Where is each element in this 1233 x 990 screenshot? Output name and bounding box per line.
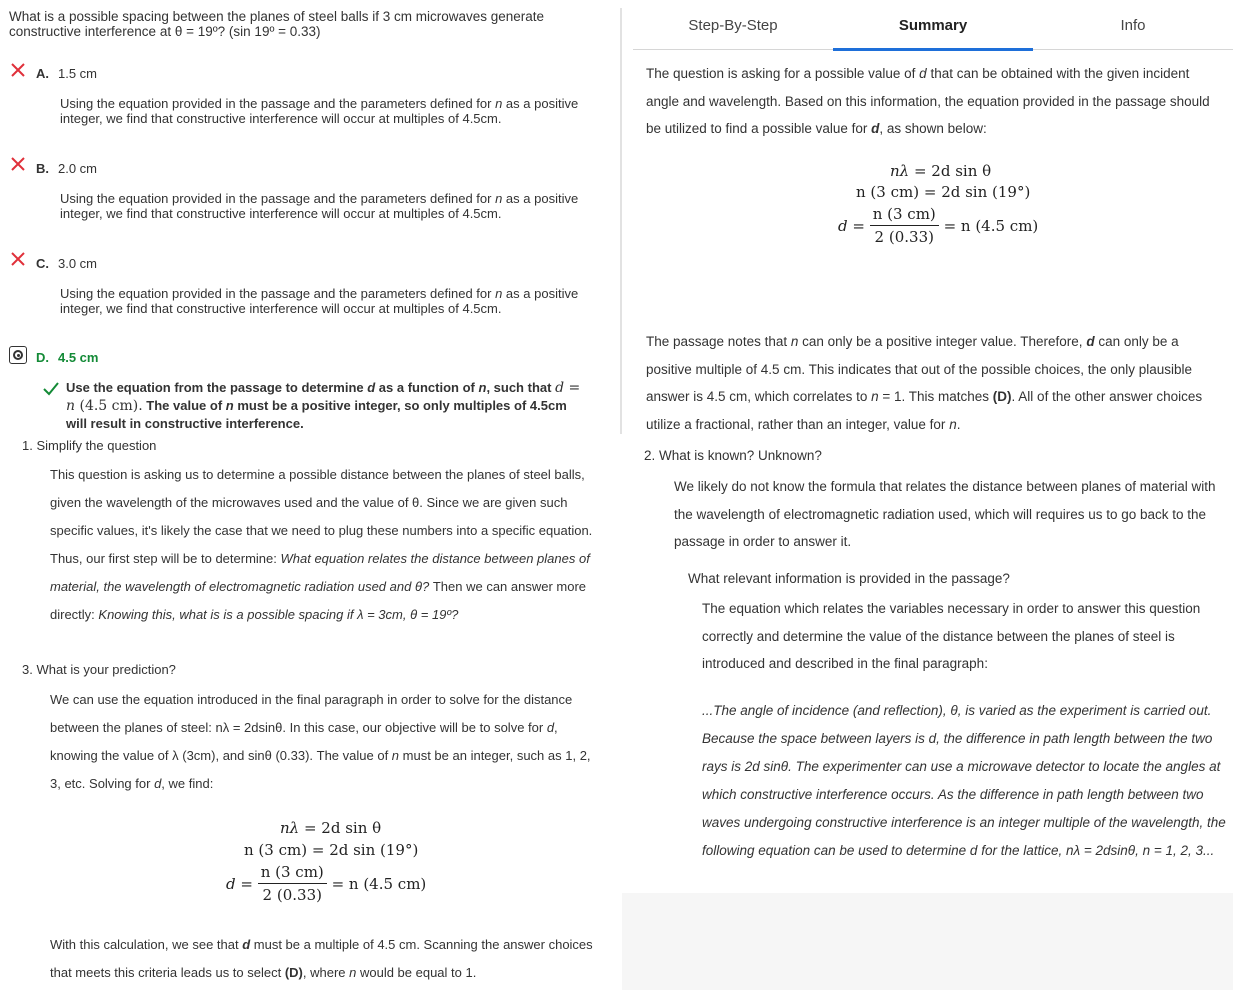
- choice-a-letter: A.: [36, 66, 49, 81]
- step3-heading: 3. What is your prediction?: [22, 662, 176, 677]
- choice-b-letter: B.: [36, 161, 49, 176]
- choice-c-explanation: Using the equation provided in the passage and the parameters defined for n as a positive integer, we find that constructive interference will occur at multiples of 4.5cm.: [60, 286, 579, 316]
- question-panel: What is a possible spacing between the planes of steel balls if 3 cm microwaves generate constructive interference at θ = 19º? (sin 19º = 0.33) A. 1.5 cm Using the equation provided in the passage and the parameters defined for n as a positive integer, we find that constructive interference will occur at multiples of 4.5cm. B. 2.0 cm Using the equation provided in the passage and the parameters defined for n as a positive integer, we find that constructive interference will occur at multiples of 4.5cm. C. 3.0 cm Using the equation provided in the passage and the parameters defined for n as a positive integer, we find that constructive interference will occur at multiples of 4.5cm. D. 4.5 cm Use the equation from the passage to determine d as a function of n, such that d = n (4.5 cm). The value of n must be a positive integer, so only multiples of 4.5cm will result in constructive interference. 1. Simplify the question This question is asking us to determine a possible distance between the planes of steel balls, given the wavelength of the microwaves used and the value of θ. Since we are given such specific values, it's likely the case that we need to plug these numbers into a specific equation. Thus, our first step will be to determine: What equation relates the distance between planes of material, the wavelength of electromagnetic radiation used and θ? Then we can answer more directly: Knowing this, what is is a possible spacing if λ = 3cm, θ = 19º? 3. What is your prediction? We can use the equation introduced in the final paragraph in order to solve for the distance between the planes of steel: nλ = 2dsinθ. In this case, our objective will be to solve for d, knowing the value of λ (3cm), and sinθ (0.33). The value of n must be an integer, such as 1, 2, 3, etc. Solving for d, we find: nλ = 2d sin θ n (3 cm) = 2d sin (19°) d = $\frac{n (3 cm)}{2 (0.33)}$ = n (4.5 cm) With this calculation, we see that d must be a multiple of 4.5 cm. Scanning the answer choices that meets this criteria leads us to select (D), where n would be equal to 1.: [0, 0, 620, 990]
- question-text: What is a possible spacing between the planes of steel balls if 3 cm microwaves generate constructive interference at θ = 19º? (sin 19º = 0.33): [9, 9, 545, 39]
- incorrect-x-icon: [9, 155, 27, 173]
- tab-info[interactable]: Info: [1120, 16, 1146, 34]
- step1-heading: 1. Simplify the question: [22, 438, 157, 453]
- tab-step-by-step[interactable]: Step-By-Step: [688, 16, 778, 34]
- summary-intro: The question is asking for a possible value of d that can be obtained with the given incident angle and wavelength. Based on this information, the equation provided in the passage should be utilized to find a possible value for d, as shown below:: [646, 66, 1210, 136]
- relevant-heading: What relevant information is provided in the passage?: [688, 571, 1010, 586]
- correct-explanation: Use the equation from the passage to determine d as a function of n, such that d = n (4.5 cm). The value of n must be a positive integer, so only multiples of 4.5cm will result in constructive interference.: [66, 380, 581, 431]
- step2-text: We likely do not know the formula that relates the distance between planes of material with the wavelength of electromagnetic radiation used, which will requires us to go back to the passage in order to answer it.: [674, 479, 1216, 549]
- step3-text: We can use the equation introduced in the final paragraph in order to solve for the distance between the planes of steel: nλ = 2dsinθ. In this case, our objective will be to solve for d, knowing the value of λ (3cm), and sinθ (0.33). The value of n must be an integer, such as 1, 2, 3, etc. Solving for d, we find:: [50, 692, 591, 791]
- choice-a-text[interactable]: 1.5 cm: [58, 66, 98, 81]
- summary-notes: The passage notes that n can only be a positive integer value. Therefore, d can only be a positive multiple of 4.5 cm. This indicates that out of the possible choices, the only plausible answer is 4.5 cm, which correlates to n = 1. This matches (D). All of the other answer choices utilize a fractional, rather than an integer, value for n.: [646, 334, 1203, 432]
- selected-radio-icon[interactable]: [9, 346, 27, 364]
- step3-conclusion: With this calculation, we see that d must be a multiple of 4.5 cm. Scanning the answer choices that meets this criteria leads us to select (D), where n would be equal to 1.: [50, 937, 593, 980]
- tab-summary[interactable]: Summary: [833, 0, 1033, 50]
- incorrect-x-icon: [9, 250, 27, 268]
- choice-b-explanation: Using the equation provided in the passage and the parameters defined for n as a positive integer, we find that constructive interference will occur at multiples of 4.5cm.: [60, 191, 579, 221]
- passage-quote: ...The angle of incidence (and reflection), θ, is varied as the experiment is carried out. Because the space between layers is d, the difference in path length between the two rays is 2d sinθ. The experimenter can use a microwave detector to locate the angles at which constructive interference occurs. As the difference in path length between two waves undergoing constructive interference is an integer multiple of the wavelength, the following equation can be used to determine d for the lattice, nλ = 2dsinθ, n = 1, 2, 3...: [702, 703, 1226, 858]
- tab-bar: [633, 0, 1233, 50]
- choice-d-letter: D.: [36, 350, 49, 365]
- panel-footer-background: [622, 893, 1233, 990]
- incorrect-x-icon: [9, 61, 27, 79]
- step1-text: This question is asking us to determine a possible distance between the planes of steel balls, given the wavelength of the microwaves used and the value of θ. Since we are given such specific values, it's likely the case that we need to plug these numbers into a specific equation. Thus, our first step will be to determine: What equation relates the distance between planes of material, the wavelength of electromagnetic radiation used and θ? Then we can answer more directly: Knowing this, what is is a possible spacing if λ = 3cm, θ = 19º?: [50, 467, 593, 622]
- choice-d-text[interactable]: 4.5 cm: [58, 350, 99, 365]
- correct-check-icon: [42, 381, 60, 397]
- choice-b-text[interactable]: 2.0 cm: [58, 161, 98, 176]
- choice-c-letter: C.: [36, 256, 49, 271]
- choice-a-explanation: Using the equation provided in the passage and the parameters defined for n as a positive integer, we find that constructive interference will occur at multiples of 4.5cm.: [60, 96, 579, 126]
- relevant-text: The equation which relates the variables necessary in order to answer this question correctly and determine the value of the distance between the planes of steel is introduced and described in the final paragraph:: [702, 601, 1201, 671]
- step2-heading: 2. What is known? Unknown?: [644, 448, 822, 463]
- choice-c-text[interactable]: 3.0 cm: [58, 256, 98, 271]
- explanation-panel: Step-By-Step Summary Info The question is asking for a possible value of d that can be obtained with the given incident angle and wavelength. Based on this information, the equation provided in the passage should be utilized to find a possible value for d, as shown below: nλ = 2d sin θ n (3 cm) = 2d sin (19°) d = $\frac{n (3 cm)}{2 (0.33)}$ = n (4.5 cm) The passage notes that n can only be a positive integer value. Therefore, d can only be a positive multiple of 4.5 cm. This indicates that out of the possible choices, the only plausible answer is 4.5 cm, which correlates to n = 1. This matches (D). All of the other answer choices utilize a fractional, rather than an integer, value for n. 2. What is known? Unknown? We likely do not know the formula that relates the distance between planes of material with the wavelength of electromagnetic radiation used, which will requires us to go back to the passage in order to answer it. What relevant information is provided in the passage? The equation which relates the variables necessary in order to answer this question correctly and determine the value of the distance between the planes of steel is introduced and described in the final paragraph: ...The angle of incidence (and reflection), θ, is varied as the experiment is carried out. Because the space between layers is d, the difference in path length between the two rays is 2d sinθ. The experimenter can use a microwave detector to locate the angles at which constructive interference occurs. As the difference in path length between two waves undergoing constructive interference is an integer multiple of the wavelength, the following equation can be used to determine d for the lattice, nλ = 2dsinθ, n = 1, 2, 3...: [622, 0, 1233, 990]
